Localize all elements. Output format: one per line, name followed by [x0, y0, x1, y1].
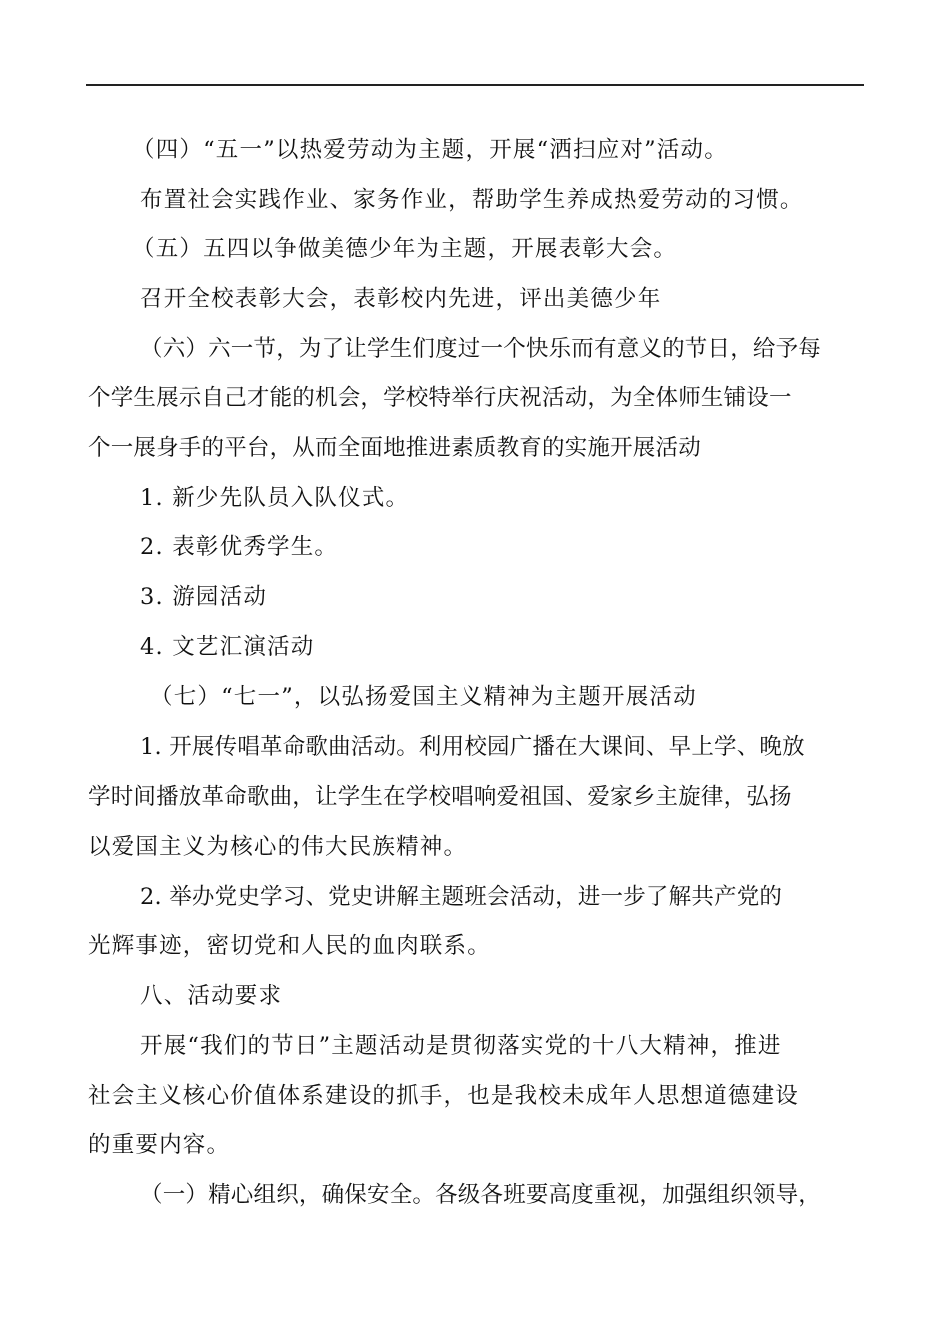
- section-heading: （七）“七一”，以弘扬爱国主义精神为主题开展活动: [150, 684, 697, 710]
- paragraph-line: 召开全校表彰大会，表彰校内先进，评出美德少年: [140, 286, 662, 312]
- paragraph-line: 布置社会实践作业、家务作业，帮助学生养成热爱劳动的习惯。: [140, 187, 804, 213]
- paragraph-line: 的重要内容。: [88, 1132, 231, 1158]
- list-item: 3. 游园活动: [140, 584, 268, 610]
- paragraph-line: （四）“五一”以热爱劳动为主题，开展“洒扫应对”活动。: [132, 137, 728, 163]
- list-item: 1. 新少先队员入队仪式。: [140, 485, 410, 511]
- paragraph-line: 学时间播放革命歌曲，让学生在学校唱响爱祖国、爱家乡主旋律，弘扬: [88, 784, 792, 810]
- paragraph-line: 以爱国主义为核心的伟大民族精神。: [88, 834, 468, 860]
- paragraph-line: 1. 开展传唱革命歌曲活动。利用校园广播在大课间、早上学、晚放: [140, 734, 805, 760]
- list-item: 2. 表彰优秀学生。: [140, 534, 339, 560]
- paragraph-line: 社会主义核心价值体系建设的抓手，也是我校未成年人思想道德建设: [88, 1083, 800, 1109]
- paragraph-line: （六）六一节，为了让学生们度过一个快乐而有意义的节日，给予每: [140, 336, 822, 362]
- paragraph-line: 个学生展示自己才能的机会，学校特举行庆祝活动，为全体师生铺设一: [88, 385, 792, 411]
- paragraph-line: 开展“我们的节日”主题活动是贯彻落实党的十八大精神，推进: [140, 1033, 782, 1059]
- header-rule: [86, 84, 864, 86]
- paragraph-line: 个一展身手的平台，从而全面地推进素质教育的实施开展活动: [88, 435, 701, 461]
- paragraph-line: （五）五四以争做美德少年为主题，开展表彰大会。: [132, 236, 678, 262]
- paragraph-line: （一）精心组织，确保安全。各级各班要高度重视，加强组织领导，: [140, 1182, 822, 1208]
- paragraph-line: 光辉事迹，密切党和人民的血肉联系。: [88, 933, 491, 959]
- paragraph-line: 2. 举办党史学习、党史讲解主题班会活动，进一步了解共产党的: [140, 884, 783, 910]
- list-item: 4. 文艺汇演活动: [140, 634, 315, 660]
- section-heading: 八、活动要求: [140, 983, 283, 1009]
